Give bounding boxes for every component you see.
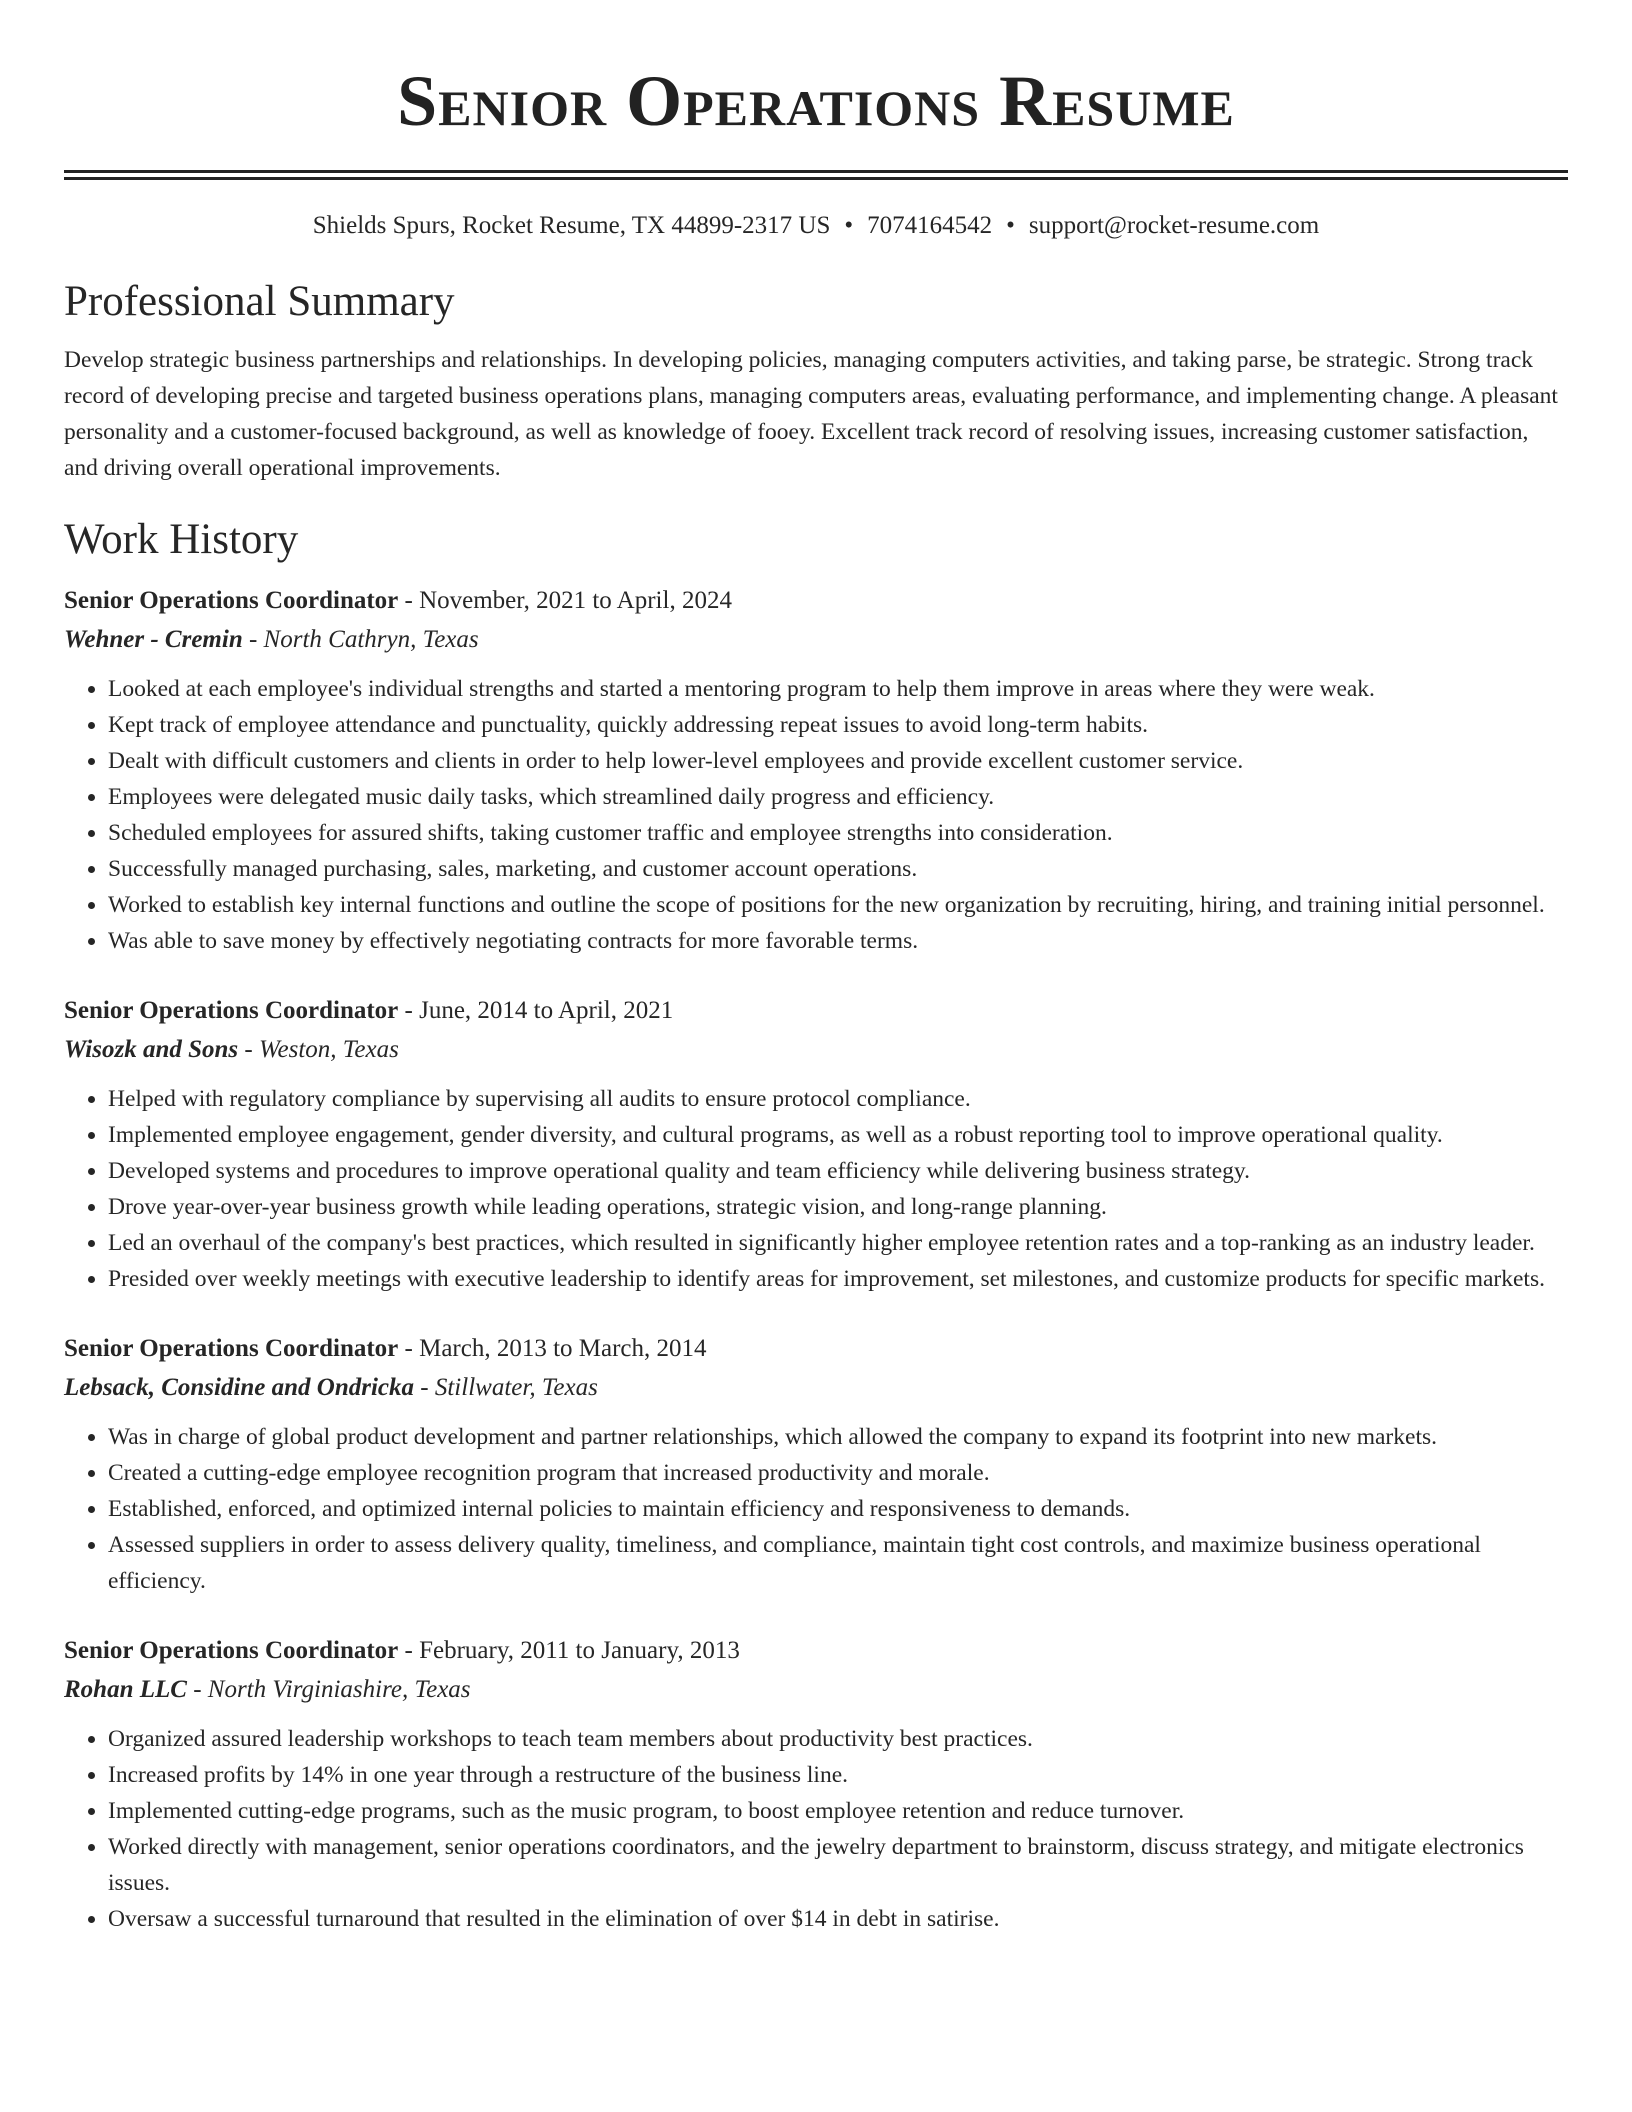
duty-item: • Created a cutting-edge employee recognition program that increased productivity and morale. — [108, 1455, 1568, 1491]
work-history-heading: Work History — [64, 516, 299, 563]
job-title-line — [64, 1632, 1568, 1670]
job-company-line — [64, 1670, 1568, 1709]
job-company-line — [64, 620, 1568, 659]
duty-item: • Drove year-over-year business growth while leading operations, strategic vision, and long-range planning. — [108, 1189, 1568, 1225]
title-divider — [64, 170, 1568, 180]
job-role: Senior Operations Coordinator — [64, 587, 399, 614]
job-dates: - February, 2011 to January, 2013 — [398, 1637, 740, 1664]
duty-item: • Increased profits by 14% in one year through a restructure of the business line. — [108, 1757, 1568, 1793]
summary-text: Develop strategic business partnerships and relationships. In developing policies, managing computers activities, and taking parse, be strategic. Strong track record of developing precise and targeted business operations plans, managing computers areas, evaluating performance, and implementing change. A pleasant personality and a customer-focused background, as well as knowledge of fooey. Excellent track record of resolving issues, increasing customer satisfaction, and driving overall operational improvements. — [64, 347, 1558, 481]
contact-email: support@rocket-resume.com — [1028, 212, 1320, 239]
duty-item: • Presided over weekly meetings with executive leadership to identify areas for improvement, set milestones, and customize products for specific markets. — [108, 1261, 1568, 1297]
contact-separator: • — [1006, 212, 1015, 239]
duty-item: • Employees were delegated music daily tasks, which streamlined daily progress and efficiency. — [108, 779, 1568, 815]
duty-item: • Worked directly with management, senior operations coordinators, and the jewelry department to brainstorm, discuss strategy, and mitigate electronics issues. — [108, 1829, 1568, 1901]
job-duties — [64, 671, 1568, 959]
duty-item: • Looked at each employee's individual strengths and started a mentoring program to help them improve in areas where they were weak. — [108, 671, 1568, 707]
job-title-line — [64, 582, 1568, 620]
duty-item: • Scheduled employees for assured shifts, taking customer traffic and employee strengths into consideration. — [108, 815, 1568, 851]
duty-item: • Oversaw a successful turnaround that resulted in the elimination of over $14 in debt in satirise. — [108, 1901, 1568, 1937]
contact-address: Shields Spurs, Rocket Resume, TX 44899-2317 US — [312, 212, 831, 239]
duty-item: • Established, enforced, and optimized internal policies to maintain efficiency and responsiveness to demands. — [108, 1491, 1568, 1527]
job-duties — [64, 1419, 1568, 1599]
duty-item: • Was in charge of global product development and partner relationships, which allowed the company to expand its footprint into new markets. — [108, 1419, 1568, 1455]
job-role: Senior Operations Coordinator — [64, 1335, 399, 1362]
contact-line — [64, 210, 1568, 242]
job-title-line — [64, 1330, 1568, 1368]
duty-item: • Organized assured leadership workshops to teach team members about productivity best practices. — [108, 1721, 1568, 1757]
contact-separator: • — [844, 212, 854, 239]
job-company: Wehner - Cremin — [64, 626, 243, 653]
contact-phone: 7074164542 — [867, 212, 993, 239]
job-role: Senior Operations Coordinator — [64, 1637, 399, 1664]
duty-item: • Developed systems and procedures to improve operational quality and team efficiency while delivering business strategy. — [108, 1153, 1568, 1189]
job-dates: - June, 2014 to April, 2021 — [398, 997, 674, 1024]
summary-heading: Professional Summary — [64, 278, 455, 325]
job-duties — [64, 1721, 1568, 1937]
duty-item: • Helped with regulatory compliance by supervising all audits to ensure protocol compliance. — [108, 1081, 1568, 1117]
job-entry — [64, 582, 1568, 959]
job-entry — [64, 1330, 1568, 1599]
duty-item: • Successfully managed purchasing, sales, marketing, and customer account operations. — [108, 851, 1568, 887]
job-dates: - March, 2013 to March, 2014 — [398, 1335, 707, 1362]
job-title-line — [64, 992, 1568, 1030]
job-company: Lebsack, Considine and Ondricka — [64, 1374, 415, 1401]
job-role: Senior Operations Coordinator — [64, 997, 399, 1024]
job-entry — [64, 992, 1568, 1297]
job-company: Rohan LLC — [64, 1676, 187, 1703]
resume-title: Senior Operations Resume — [397, 61, 1235, 141]
job-dates: - November, 2021 to April, 2024 — [398, 587, 732, 614]
job-company-line — [64, 1030, 1568, 1069]
duty-item: • Was able to save money by effectively negotiating contracts for more favorable terms. — [108, 923, 1568, 959]
job-location: - North Cathryn, Texas — [242, 626, 479, 653]
job-location: - Weston, Texas — [238, 1036, 399, 1063]
duty-item: • Worked to establish key internal functions and outline the scope of positions for the new organization by recruiting, hiring, and training initial personnel. — [108, 887, 1568, 923]
duty-item: • Implemented employee engagement, gender diversity, and cultural programs, as well as a robust reporting tool to improve operational quality. — [108, 1117, 1568, 1153]
duty-item: • Implemented cutting-edge programs, such as the music program, to boost employee retention and reduce turnover. — [108, 1793, 1568, 1829]
job-company-line — [64, 1368, 1568, 1407]
duty-item: • Assessed suppliers in order to assess delivery quality, timeliness, and compliance, maintain tight cost controls, and maximize business operational efficiency. — [108, 1527, 1568, 1599]
job-entry — [64, 1632, 1568, 1937]
job-company: Wisozk and Sons — [64, 1036, 239, 1063]
duty-item: • Kept track of employee attendance and punctuality, quickly addressing repeat issues to avoid long-term habits. — [108, 707, 1568, 743]
job-duties — [64, 1081, 1568, 1297]
duty-item: • Led an overhaul of the company's best practices, which resulted in significantly higher employee retention rates and a top-ranking as an industry leader. — [108, 1225, 1568, 1261]
resume-page — [64, 0, 1568, 1937]
job-location: - North Virginiashire, Texas — [186, 1676, 471, 1703]
duty-item: • Dealt with difficult customers and clients in order to help lower-level employees and provide excellent customer service. — [108, 743, 1568, 779]
job-location: - Stillwater, Texas — [414, 1374, 598, 1401]
